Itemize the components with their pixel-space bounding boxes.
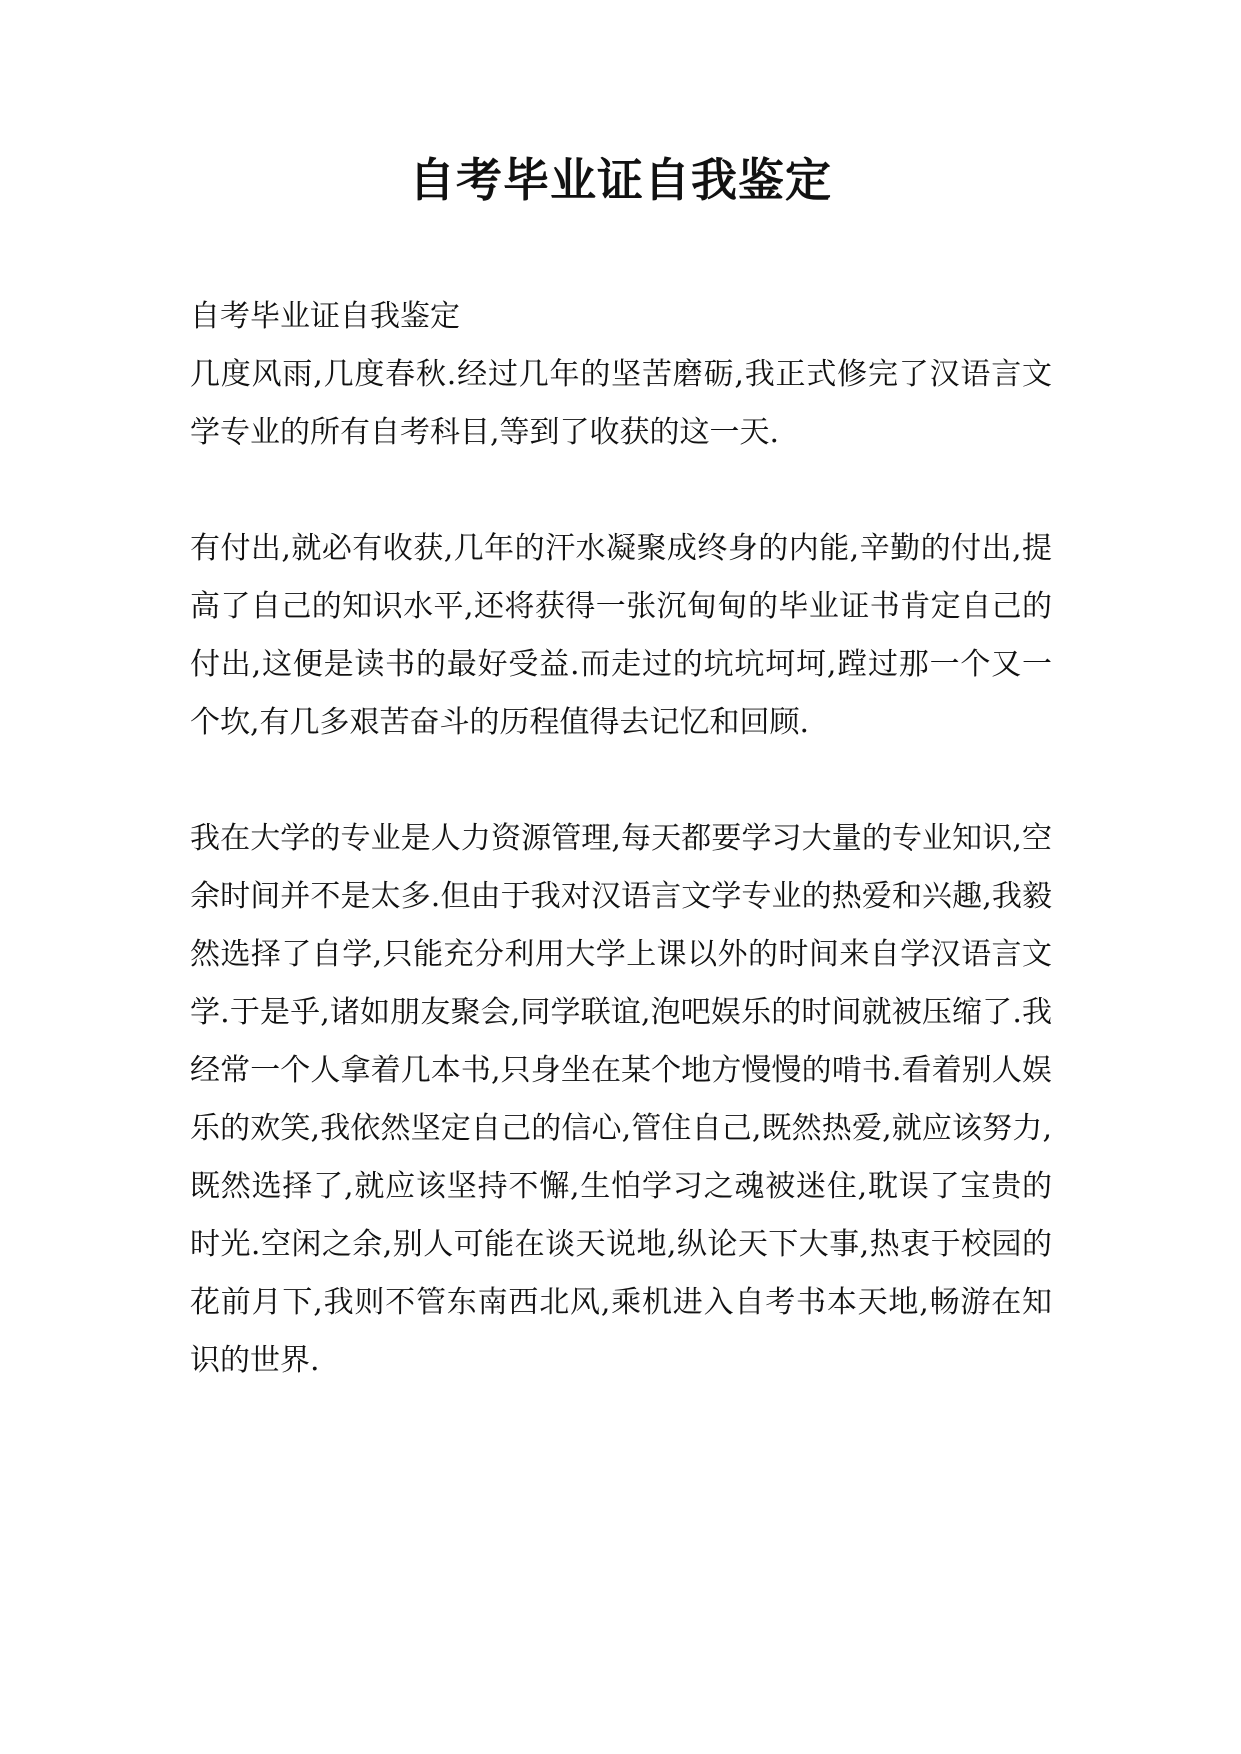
document-body — [190, 288, 1052, 1390]
document-subtitle: 自考毕业证自我鉴定 — [190, 299, 460, 334]
document-title: 自考毕业证自我鉴定 — [409, 153, 832, 207]
paragraph-spacer — [190, 462, 1052, 520]
paragraph-spacer — [190, 752, 1052, 810]
paragraph-1: 几度风雨,几度春秋.经过几年的坚苦磨砺,我正式修完了汉语言文学专业的所有自考科目,等到了收获的这一天. — [190, 357, 1052, 450]
paragraph-2: 有付出,就必有收获,几年的汗水凝聚成终身的内能,辛勤的付出,提高了自己的知识水平,还将获得一张沉甸甸的毕业证书肯定自己的付出,这便是读书的最好受益.而走过的坑坑坷坷,蹚过那一个又一个坎,有几多艰苦奋斗的历程值得去记忆和回顾. — [190, 531, 1052, 740]
paragraph-3: 我在大学的专业是人力资源管理,每天都要学习大量的专业知识,空余时间并不是太多.但由于我对汉语言文学专业的热爱和兴趣,我毅然选择了自学,只能充分利用大学上课以外的时间来自学汉语言文学.于是乎,诸如朋友聚会,同学联谊,泡吧娱乐的时间就被压缩了.我经常一个人拿着几本书,只身坐在某个地方慢慢的啃书.看着别人娱乐的欢笑,我依然坚定自己的信心,管住自己,既然热爱,就应该努力,既然选择了,就应该坚持不懈,生怕学习之魂被迷住,耽误了宝贵的时光.空闲之余,别人可能在谈天说地,纵论天下大事,热衷于校园的花前月下,我则不管东南西北风,乘机进入自考书本天地,畅游在知识的世界. — [190, 821, 1052, 1378]
